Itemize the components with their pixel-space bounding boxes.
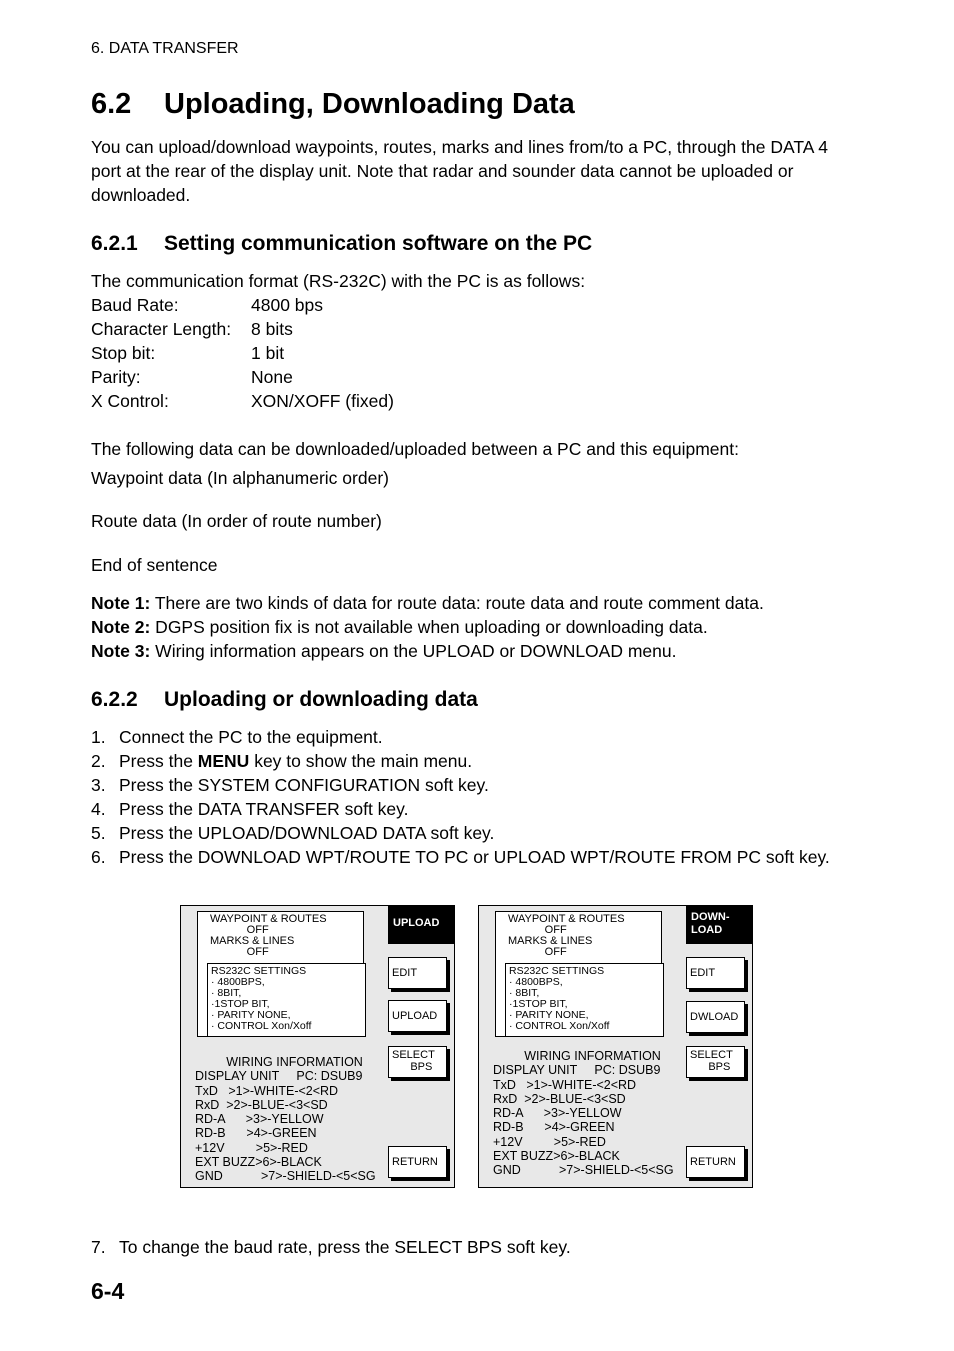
note-text: There are two kinds of data for route data: route data and route comment data.	[150, 593, 764, 613]
soft-key-title-text: DOWN- LOAD	[691, 911, 730, 936]
format-intro: The communication format (RS-232C) with the PC is as follows:	[91, 271, 586, 291]
subsection-title: Setting communication software on the PC	[164, 232, 593, 255]
step-item	[91, 749, 841, 773]
soft-key-title-text: UPLOAD	[393, 917, 440, 929]
spec-value: 4800 bps	[251, 295, 324, 315]
status-text: WAYPOINT & ROUTES OFF MARKS & LINES OFF	[508, 913, 625, 958]
step-item	[91, 797, 841, 821]
step-text: Press the MENU key to show the main menu.	[119, 751, 473, 771]
step-number: 2.	[91, 751, 106, 771]
menu-key-label: MENU	[197, 751, 250, 771]
section-heading	[91, 88, 575, 121]
step-text: Press the DATA TRANSFER soft key.	[119, 799, 409, 819]
soft-key-title	[388, 906, 454, 944]
spec-label: Baud Rate:	[91, 295, 179, 315]
spec-value: 8 bits	[251, 319, 293, 339]
download-screen	[478, 905, 753, 1188]
notes	[91, 591, 764, 663]
spec-label: Character Length:	[91, 319, 232, 339]
section-title: Uploading, Downloading Data	[164, 88, 575, 120]
spec-label: X Control:	[91, 391, 169, 411]
subsection-title: Uploading or downloading data	[164, 688, 478, 711]
soft-key-title	[686, 906, 752, 944]
rs232-settings-box	[207, 963, 366, 1037]
page-number: 6-4	[91, 1278, 125, 1304]
step-number: 4.	[91, 799, 106, 819]
spec-value: XON/XOFF (fixed)	[251, 391, 394, 411]
section-number: 6.2	[91, 88, 132, 120]
rs232-settings-text: RS232C SETTINGS · 4800BPS, · 8BIT, ·1STOP BIT, · PARITY NONE, · CONTROL Xon/Xoff	[509, 965, 610, 1032]
subsection-number: 6.2.2	[91, 688, 138, 711]
note-label: Note 2:	[91, 617, 151, 637]
edit-soft-key[interactable]: EDIT	[388, 957, 447, 989]
subsection-number: 6.2.1	[91, 232, 138, 255]
step-text: Press the SYSTEM CONFIGURATION soft key.	[119, 775, 489, 795]
spec-row	[91, 293, 394, 317]
step-text: Press the UPLOAD/DOWNLOAD DATA soft key.	[119, 823, 495, 843]
spec-list	[91, 293, 394, 413]
spec-row	[91, 389, 394, 413]
step-number: 5.	[91, 823, 106, 843]
spec-value: None	[251, 367, 293, 387]
running-head: 6. DATA TRANSFER	[91, 40, 239, 57]
data-item: End of sentence	[91, 555, 218, 575]
subsection-heading-1	[91, 232, 592, 256]
return-soft-key[interactable]: RETURN	[388, 1146, 447, 1178]
step-item	[91, 821, 841, 845]
step-item	[91, 1235, 841, 1259]
step-text: Connect the PC to the equipment.	[119, 727, 383, 747]
rs232-settings-box	[505, 963, 664, 1037]
upload-screen	[180, 905, 455, 1188]
select-bps-soft-key[interactable]: SELECT BPS	[388, 1046, 447, 1078]
status-box	[197, 911, 364, 1037]
rs232-settings-text: RS232C SETTINGS · 4800BPS, · 8BIT, ·1STOP BIT, · PARITY NONE, · CONTROL Xon/Xoff	[211, 965, 312, 1032]
step-text: To change the baud rate, press the SELECT BPS soft key.	[119, 1237, 571, 1257]
intro-paragraph: You can upload/download waypoints, routes, marks and lines from/to a PC, through the DATA 4 port at the rear of the display unit. Note that radar and sounder data cannot be uploaded or downloaded.	[91, 137, 829, 205]
edit-soft-key[interactable]: EDIT	[686, 957, 745, 989]
note-label: Note 1:	[91, 593, 151, 613]
note-label: Note 3:	[91, 641, 151, 661]
data-intro: The following data can be downloaded/uploaded between a PC and this equipment:	[91, 439, 739, 459]
spec-label: Parity:	[91, 367, 141, 387]
step-number: 7.	[91, 1237, 106, 1257]
step-item	[91, 845, 841, 869]
step-number: 1.	[91, 727, 106, 747]
steps-list	[91, 725, 841, 869]
note-text: Wiring information appears on the UPLOAD or DOWNLOAD menu.	[150, 641, 677, 661]
spec-row	[91, 317, 394, 341]
note-text: DGPS position fix is not available when uploading or downloading data.	[150, 617, 708, 637]
step-item	[91, 725, 841, 749]
step-item	[91, 773, 841, 797]
status-box	[495, 911, 662, 1037]
note	[91, 615, 764, 639]
wiring-information: WIRING INFORMATION DISPLAY UNIT PC: DSUB9 TxD >1>-WHITE-<2<RD RxD >2>-BLUE-<3<SD RD-A >3>-YELLOW RD-B >4>-GREEN +12V >5>-RED EXT BUZZ>6>-BLACK GND >7>-SHIELD-<5<SG	[493, 1049, 674, 1178]
note	[91, 639, 764, 663]
spec-label: Stop bit:	[91, 343, 156, 363]
data-item: Waypoint data (In alphanumeric order)	[91, 468, 389, 488]
spec-row	[91, 365, 394, 389]
select-bps-soft-key[interactable]: SELECT BPS	[686, 1046, 745, 1078]
note	[91, 591, 764, 615]
steps-list-continued	[91, 1235, 841, 1259]
step-number: 6.	[91, 847, 106, 867]
step-text: Press the DOWNLOAD WPT/ROUTE TO PC or UPLOAD WPT/ROUTE FROM PC soft key.	[119, 847, 830, 867]
data-item: Route data (In order of route number)	[91, 511, 382, 531]
dwload-soft-key[interactable]: DWLOAD	[686, 1001, 745, 1033]
subsection-heading-2	[91, 688, 478, 712]
upload-soft-key[interactable]: UPLOAD	[388, 1000, 447, 1032]
step-number: 3.	[91, 775, 106, 795]
wiring-information: WIRING INFORMATION DISPLAY UNIT PC: DSUB9 TxD >1>-WHITE-<2<RD RxD >2>-BLUE-<3<SD RD-A >3>-YELLOW RD-B >4>-GREEN +12V >5>-RED EXT BUZZ>6>-BLACK GND >7>-SHIELD-<5<SG	[195, 1055, 376, 1184]
spec-row	[91, 341, 394, 365]
spec-value: 1 bit	[251, 343, 285, 363]
return-soft-key[interactable]: RETURN	[686, 1146, 745, 1178]
status-text: WAYPOINT & ROUTES OFF MARKS & LINES OFF	[210, 913, 327, 958]
